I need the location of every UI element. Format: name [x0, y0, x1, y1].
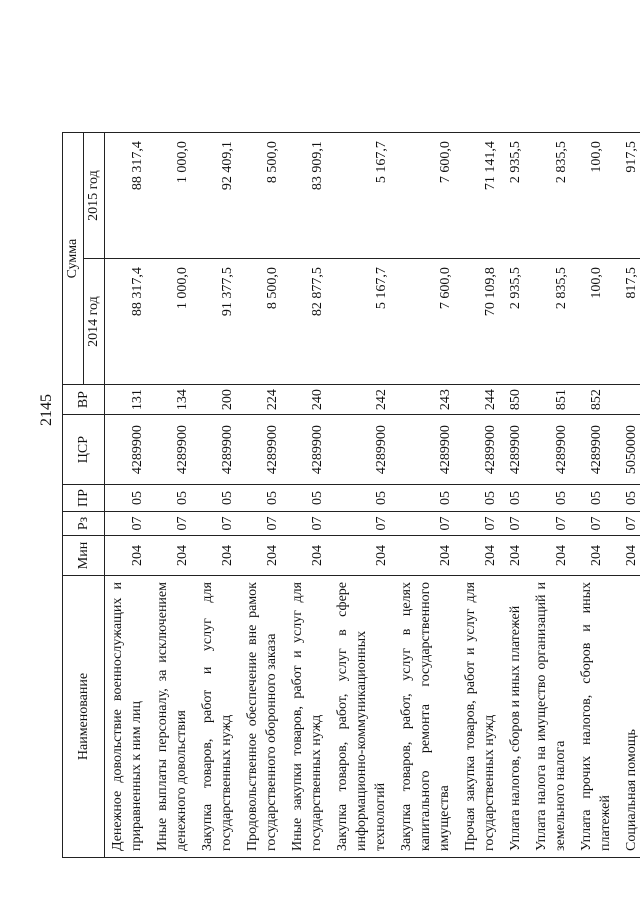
table-row: [503, 133, 529, 858]
row-vr: 850: [503, 385, 529, 415]
row-pr: 05: [150, 485, 195, 512]
table-row: [240, 133, 285, 858]
row-name: Уплата прочих налогов, сборов и иных платежей: [574, 576, 619, 858]
row-rz: 07: [394, 512, 458, 536]
row-vr: 200: [195, 385, 240, 415]
row-csr: 5050000: [619, 415, 640, 485]
row-2014: 88 317,4: [105, 259, 151, 385]
row-2014: 817,5: [619, 259, 640, 385]
row-csr: 4289900: [574, 415, 619, 485]
table-row: [150, 133, 195, 858]
header-pr: ПР: [63, 485, 105, 512]
row-pr: 05: [394, 485, 458, 512]
row-2015: 83 909,1: [285, 133, 330, 259]
row-csr: 4289900: [458, 415, 503, 485]
row-rz: 07: [574, 512, 619, 536]
row-2014: 91 377,5: [195, 259, 240, 385]
row-2015: 5 167,7: [330, 133, 394, 259]
row-min: 204: [195, 536, 240, 576]
row-vr: 242: [330, 385, 394, 415]
row-pr: 05: [105, 485, 151, 512]
row-rz: 07: [458, 512, 503, 536]
row-csr: 4289900: [150, 415, 195, 485]
row-2015: 92 409,1: [195, 133, 240, 259]
row-name: Закупка товаров, работ, услуг в сфере информационно-коммуникационных технологий: [330, 576, 394, 858]
table-row: [195, 133, 240, 858]
page-number: 2145: [38, 394, 55, 426]
row-2014: 100,0: [574, 259, 619, 385]
table-row: [619, 133, 640, 858]
row-pr: 05: [330, 485, 394, 512]
row-name: Закупка товаров, работ, услуг в целях капитального ремонта государственного имущества: [394, 576, 458, 858]
row-min: 204: [574, 536, 619, 576]
row-min: 204: [503, 536, 529, 576]
header-min: Мин: [63, 536, 105, 576]
row-min: 204: [529, 536, 574, 576]
row-vr: 134: [150, 385, 195, 415]
table-row: [330, 133, 394, 858]
row-name: Иные выплаты персоналу, за исключением денежного довольствия: [150, 576, 195, 858]
row-2015: 8 500,0: [240, 133, 285, 259]
table-row: [529, 133, 574, 858]
row-name: Иные закупки товаров, работ и услуг для государственных нужд: [285, 576, 330, 858]
row-pr: 05: [503, 485, 529, 512]
row-rz: 07: [240, 512, 285, 536]
row-2015: 7 600,0: [394, 133, 458, 259]
row-rz: 07: [529, 512, 574, 536]
row-rz: 07: [150, 512, 195, 536]
row-2015: 1 000,0: [150, 133, 195, 259]
header-2014: 2014 год: [84, 259, 105, 385]
budget-table: [62, 132, 640, 858]
table-row: [574, 133, 619, 858]
row-pr: 05: [619, 485, 640, 512]
header-sum: Сумма: [63, 133, 84, 385]
row-2014: 1 000,0: [150, 259, 195, 385]
row-csr: 4289900: [330, 415, 394, 485]
row-2014: 5 167,7: [330, 259, 394, 385]
row-csr: 4289900: [394, 415, 458, 485]
row-name: Социальная помощь: [619, 576, 640, 858]
row-min: 204: [105, 536, 151, 576]
row-2014: 70 109,8: [458, 259, 503, 385]
row-rz: 07: [619, 512, 640, 536]
row-pr: 05: [240, 485, 285, 512]
row-2014: 2 935,5: [503, 259, 529, 385]
row-csr: 4289900: [195, 415, 240, 485]
row-vr: 243: [394, 385, 458, 415]
row-pr: 05: [285, 485, 330, 512]
row-vr: 244: [458, 385, 503, 415]
row-2014: 2 835,5: [529, 259, 574, 385]
row-pr: 05: [458, 485, 503, 512]
row-name: Прочая закупка товаров, работ и услуг для государственных нужд: [458, 576, 503, 858]
row-name: Закупка товаров, работ и услуг для государственных нужд: [195, 576, 240, 858]
row-rz: 07: [285, 512, 330, 536]
row-pr: 05: [529, 485, 574, 512]
header-name: Наименование: [63, 576, 105, 858]
row-vr: 131: [105, 385, 151, 415]
row-2015: 2 935,5: [503, 133, 529, 259]
row-2015: 2 835,5: [529, 133, 574, 259]
row-vr: 224: [240, 385, 285, 415]
row-min: 204: [240, 536, 285, 576]
row-csr: 4289900: [105, 415, 151, 485]
row-rz: 07: [503, 512, 529, 536]
row-2015: 917,5: [619, 133, 640, 259]
row-csr: 4289900: [240, 415, 285, 485]
row-pr: 05: [574, 485, 619, 512]
header-vr: ВР: [63, 385, 105, 415]
row-2014: 82 877,5: [285, 259, 330, 385]
row-rz: 07: [195, 512, 240, 536]
table-row: [458, 133, 503, 858]
header-rz: Рз: [63, 512, 105, 536]
row-csr: 4289900: [503, 415, 529, 485]
header-csr: ЦСР: [63, 415, 105, 485]
row-min: 204: [394, 536, 458, 576]
row-2015: 71 141,4: [458, 133, 503, 259]
row-name: Уплата налога на имущество организаций и земельного налога: [529, 576, 574, 858]
row-min: 204: [285, 536, 330, 576]
row-min: 204: [150, 536, 195, 576]
row-vr: 240: [285, 385, 330, 415]
row-vr: [619, 385, 640, 415]
row-vr: 852: [574, 385, 619, 415]
row-vr: 851: [529, 385, 574, 415]
row-2014: 7 600,0: [394, 259, 458, 385]
header-2015: 2015 год: [84, 133, 105, 259]
row-name: Денежное довольствие военнослужащих и приравненных к ним лиц: [105, 576, 151, 858]
table-body: [105, 133, 640, 858]
row-csr: 4289900: [529, 415, 574, 485]
row-2015: 100,0: [574, 133, 619, 259]
row-name: Уплата налогов, сборов и иных платежей: [503, 576, 529, 858]
table-row: [285, 133, 330, 858]
row-rz: 07: [105, 512, 151, 536]
row-rz: 07: [330, 512, 394, 536]
row-2015: 88 317,4: [105, 133, 151, 259]
row-name: Продовольственное обеспечение вне рамок государственного оборонного заказа: [240, 576, 285, 858]
table-row: [105, 133, 151, 858]
row-min: 204: [458, 536, 503, 576]
row-2014: 8 500,0: [240, 259, 285, 385]
row-min: 204: [619, 536, 640, 576]
table-row: [394, 133, 458, 858]
row-csr: 4289900: [285, 415, 330, 485]
row-pr: 05: [195, 485, 240, 512]
row-min: 204: [330, 536, 394, 576]
